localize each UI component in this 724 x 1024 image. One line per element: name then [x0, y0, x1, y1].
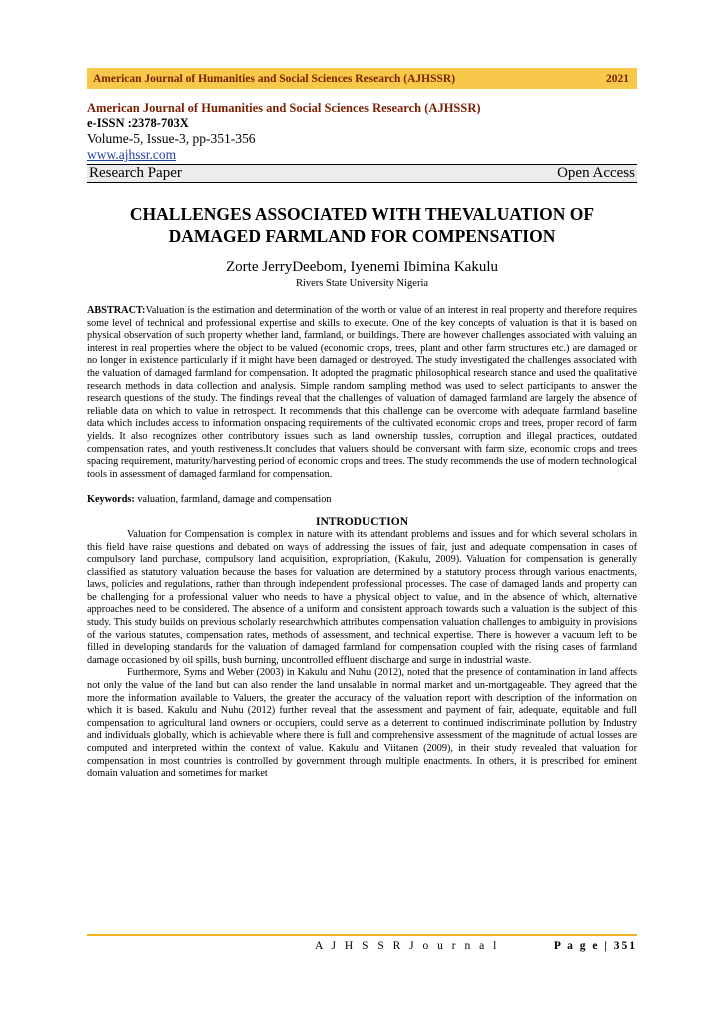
page-number: 351 — [613, 940, 637, 952]
paper-type-bar — [87, 164, 637, 183]
section-heading-introduction: INTRODUCTION — [315, 515, 408, 528]
footer-page — [554, 940, 637, 952]
abstract-text: Valuation is the estimation and determination of the worth or value of an interest in real property and therefore requires some level of technical and professional expertise and skills to execute. One of the key concepts of valuation is that it is based on physical observation of such property whether land, farmland, or buildings. There are however challenges associated with valuing an interest in real properties where the object to be valued (economic crops, trees, plant and other farm structures etc.) are damaged or no longer in existence particularly if it might have been damaged or destroyed. The study investigated the challenges associated with the valuation of damaged farmland for compensation. It adopted the pragmatic philosophical research stance and used the qualitative research methods in data collection and analysis. Simple random sampling method was used to select participants to answer the research questions of the study. The findings reveal that the challenges of valuation of damaged farmland are largely the absence of reliable data on which to value in retrospect. It recommends that this challenge can be overcome with adequate farmland baseline data which includes access to information onspacing requirements of the cultivated economic crops and trees, proper record of farm yields. It also recognizes other contributory issues such as land ownership tussles, corruption and illegal practices, outdated compensation rates, and youth restiveness.It concludes that valuers should be conversant with farm size, economic crops and trees spacing requirement, maturity/harvesting period of economic crops and trees. The study recommends the use of modern technological tools in assessment of damaged farmland for compensation. — [87, 305, 637, 480]
authors: Zorte JerryDeebom, Iyenemi Ibimina Kakulu — [226, 259, 498, 275]
affiliation: Rivers State University Nigeria — [295, 278, 429, 289]
running-header-year: 2021 — [606, 72, 629, 85]
journal-name: American Journal of Humanities and Social Sciences Research (AJHSSR) — [87, 101, 481, 115]
paper-title: CHALLENGES ASSOCIATED WITH THEVALUATION OF DAMAGED FARMLAND FOR COMPENSATION — [129, 204, 595, 246]
journal-link[interactable]: www.ajhssr.com — [87, 147, 177, 162]
article-meta — [87, 101, 637, 183]
keywords — [87, 494, 637, 507]
abstract — [87, 305, 637, 481]
access-type: Open Access — [557, 165, 635, 181]
keywords-label: Keywords: — [87, 494, 135, 506]
keywords-text: valuation, farmland, damage and compensation — [134, 494, 332, 506]
intro-paragraph-2: Furthermore, Syms and Weber (2003) in Kakulu and Nuhu (2012), noted that the presence of contamination in land affects not only the value of the land but can also render the land unsalable in normal market and un-mortgageable. They agreed that the more the information available to Valuers, the greater the accuracy of the valuation report with description of the information on which it is based. Kakulu and Nuhu (2012) further reveal that the assessment and payment of fair, adequate, equitable and full compensation to agricultural land owners or occupiers, could serve as a deterrent to continued indiscriminate pollution by Industry and individuals globally, which is achievable where there is full and comprehensive assessment of the magnitude of actual losses are computed and interpreted within the context of value. Kakulu and Viitanen (2009), in their study revealed that valuation for compensation in most countries is controlled by government through multiple enactments. In others, it is prescribed for eminent domain valuation and sometimes for market — [87, 667, 637, 780]
intro-paragraph-1: Valuation for Compensation is complex in nature with its attendant problems and issues and for which several scholars in this field have raise questions and debated on ways of addressing the issues of fair, just and adequate compensation in cases of compulsory land purchase, compulsory land acquisition, expropriation, (Kakulu, 2009). Valuation for compensation is generally classified as statutory valuation because the bases for valuation are determined by a statutory process through various enactments, laws, policies and regulations, rather than through independent professional processes. The case of damaged lands and property can be challenging for a professional valuer who needs to have a physical object to value, and in the absence of which, alternative approaches need to be considered. The absence of a uniform and consistent approach towards such a valuation is the subject of this study. This study builds on previous scholarly researchwhich attributes compensation valuation challenges to ambiguity in provisions of the various statutes, compensation rates, methods of assessment, and technical expertise. There is however a vacuum left to be filled in developing standards for the valuation of damaged farmland for compensation coupled with the rising cases of farmland damage occasioned by oil spills, bush burning, uncontrolled effluent discharge and surge in industrial waste. — [87, 528, 637, 666]
footer-rule — [87, 934, 637, 936]
footer-page-label: P a g e | — [553, 940, 614, 952]
paper-type: Research Paper — [89, 165, 182, 181]
issn: e-ISSN :2378-703X — [87, 116, 189, 130]
paper-body — [87, 305, 637, 781]
abstract-label: ABSTRACT: — [87, 305, 146, 316]
volume-issue: Volume-5, Issue-3, pp-351-356 — [87, 131, 256, 146]
running-header — [87, 68, 637, 89]
running-header-journal: American Journal of Humanities and Social Sciences Research (AJHSSR) — [93, 72, 456, 85]
footer-journal: A J H S S R J o u r n a l — [315, 940, 500, 952]
page-footer — [87, 940, 637, 952]
